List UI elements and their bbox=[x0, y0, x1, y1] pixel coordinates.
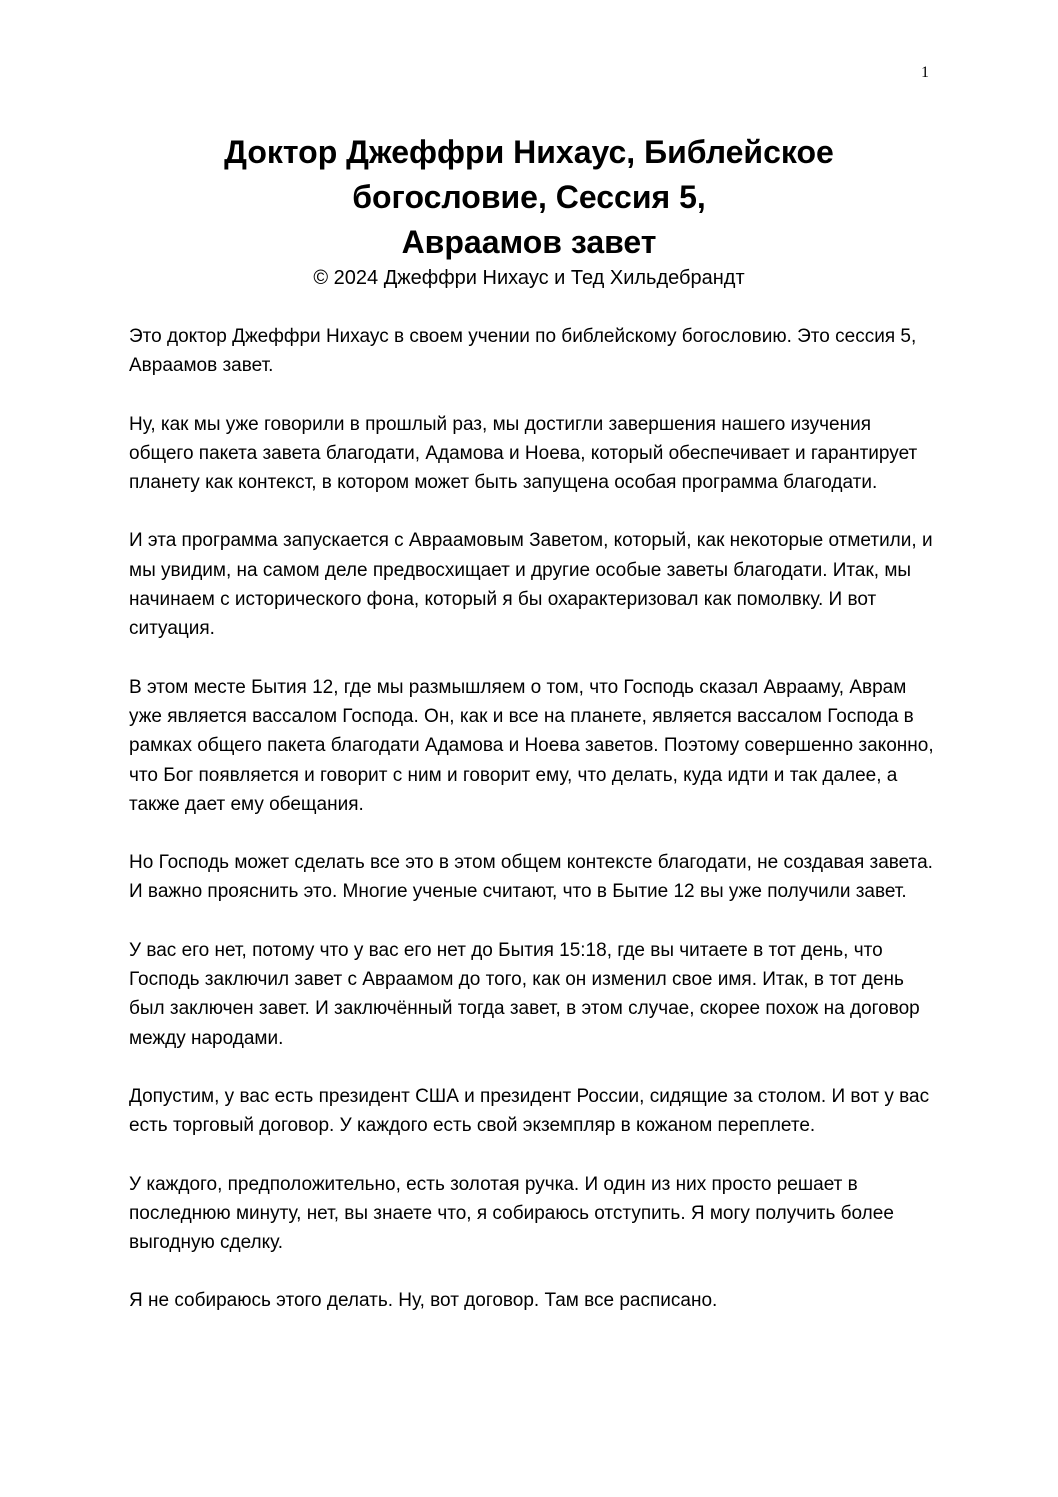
paragraph: Это доктор Джеффри Нихаус в своем учении по библейскому богословию. Это сессия 5, Авраамов завет. bbox=[129, 326, 917, 377]
copyright-line: © 2024 Джеффри Нихаус и Тед Хильдебрандт bbox=[313, 267, 745, 289]
paragraph: У каждого, предположительно, есть золотая ручка. И один из них просто решает в последнюю минуту, нет, вы знаете что, я собираюсь отступить. Я могу получить более выгодную сделку. bbox=[129, 1173, 894, 1254]
paragraph: Допустим, у вас есть президент США и президент России, сидящие за столом. И вот у вас есть торговый договор. У каждого есть свой экземпляр в кожаном переплете. bbox=[129, 1085, 930, 1137]
document-body bbox=[129, 322, 937, 1345]
title-line: Авраамов завет bbox=[401, 224, 657, 260]
title-line: богословие, Сессия 5, bbox=[352, 179, 706, 215]
paragraph: Ну, как мы уже говорили в прошлый раз, мы достигли завершения нашего изучения общего пакета завета благодати, Адамова и Ноева, который обеспечивает и гарантирует планету как контекст, в котором может быть запущена особая программа благодати. bbox=[129, 413, 918, 494]
document-header bbox=[129, 130, 929, 291]
document-title bbox=[129, 130, 929, 265]
paragraph: У вас его нет, потому что у вас его нет до Бытия 15:18, где вы читаете в тот день, что Господь заключил завет с Авраамом до того, как он изменил свое имя. Итак, в тот день был заключен завет. И заключённый тогда завет, в этом случае, скорее похож на договор между народами. bbox=[129, 939, 920, 1049]
title-line: Доктор Джеффри Нихаус, Библейское bbox=[224, 134, 834, 170]
paragraph: Но Господь может сделать все это в этом общем контексте благодати, не создавая завета. И важно прояснить это. Многие ученые считают, что в Бытие 12 вы уже получили завет. bbox=[129, 852, 933, 903]
paragraph: В этом месте Бытия 12, где мы размышляем о том, что Господь сказал Аврааму, Аврам уже является вассалом Господа. Он, как и все на планете, является вассалом Господа в рамках общего пакета благодати Адамова и Ноева заветов. Поэтому совершенно законно, что Бог появляется и говорит с ним и говорит ему, что делать, куда идти и так далее, а также дает ему обещания. bbox=[129, 676, 934, 815]
page-number: 1 bbox=[921, 64, 929, 81]
paragraph: И эта программа запускается с Авраамовым Заветом, который, как некоторые отметили, и мы увидим, на самом деле предвосхищает и другие особые заветы благодати. Итак, мы начинаем с исторического фона, который я бы охарактеризовал как помолвку. И вот ситуация. bbox=[129, 530, 933, 640]
paragraph: Я не собираюсь этого делать. Ну, вот договор. Там все расписано. bbox=[129, 1290, 718, 1312]
